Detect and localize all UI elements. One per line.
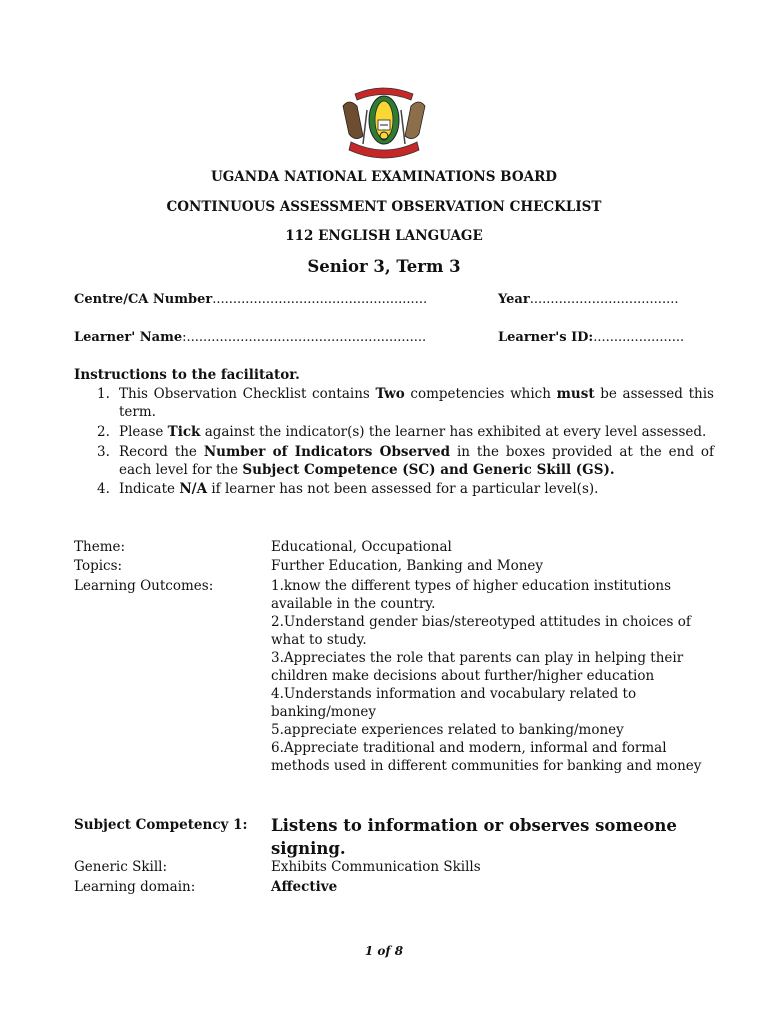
board-title: UGANDA NATIONAL EXAMINATIONS BOARD: [210, 169, 558, 185]
topics-label: Topics:: [74, 558, 123, 574]
outcome-item: 1.know the different types of higher education institutions available in the country.: [271, 578, 672, 612]
domain-label: Learning domain:: [74, 879, 196, 895]
subject-title: 112 ENGLISH LANGUAGE: [285, 228, 483, 244]
outcome-item: 6.Appreciate traditional and modern, informal and formal methods used in different communities for banking and money: [271, 740, 702, 774]
domain-value: Affective: [271, 879, 338, 895]
skill-label: Generic Skill:: [74, 859, 168, 875]
learner-id-label: Learner's ID:: [498, 330, 594, 345]
competency-value: Listens to information or observes someone signing.: [271, 816, 677, 858]
instruction-item: 2. Please Tick against the indicator(s) the learner has exhibited at every level assessed.: [97, 424, 707, 440]
checklist-title: CONTINUOUS ASSESSMENT OBSERVATION CHECKLIST: [166, 199, 602, 215]
outcomes-label: Learning Outcomes:: [74, 578, 214, 594]
instruction-item: 4. Indicate N/A if learner has not been assessed for a particular level(s).: [97, 481, 599, 497]
instruction-item: 1. This Observation Checklist contains Two competencies which must be assessed this term.: [97, 386, 714, 420]
learner-row: [74, 329, 714, 347]
instructions-title: Instructions to the facilitator.: [74, 367, 300, 383]
skill-value: Exhibits Communication Skills: [271, 859, 481, 875]
outcome-item: 5.appreciate experiences related to banking/money: [271, 722, 624, 738]
theme-value: Educational, Occupational: [271, 539, 452, 555]
class-term-title: Senior 3, Term 3: [307, 257, 461, 276]
outcome-item: 2.Understand gender bias/stereotyped attitudes in choices of what to study.: [271, 614, 691, 648]
centre-field[interactable]: ....................................................: [212, 292, 428, 307]
outcome-item: 3.Appreciates the role that parents can play in helping their children make decisions about further/higher education: [271, 650, 684, 684]
competency-label: Subject Competency 1:: [74, 817, 248, 833]
centre-label: Centre/CA Number: [74, 292, 213, 307]
learner-id-field[interactable]: ......................: [593, 330, 685, 345]
theme-label: Theme:: [74, 539, 126, 555]
topics-value: Further Education, Banking and Money: [271, 558, 544, 574]
instructions-list: [74, 385, 714, 498]
learner-name-label: Learner' Name: [74, 330, 183, 345]
outcome-item: 4.Understands information and vocabulary related to banking/money: [271, 686, 637, 720]
centre-year-row: [74, 291, 714, 309]
outcomes-list: [271, 577, 714, 775]
year-label: Year: [498, 292, 530, 307]
uganda-coat-of-arms-icon: [333, 80, 435, 160]
learner-name-field[interactable]: :..........................................................: [182, 330, 427, 345]
year-field[interactable]: ....................................: [529, 292, 679, 307]
page-number: 1 of 8: [364, 944, 404, 958]
instruction-item: 3. Record the Number of Indicators Observed in the boxes provided at the end of each level for the Subject Competence (SC) and Generic Skill (GS).: [97, 444, 714, 478]
